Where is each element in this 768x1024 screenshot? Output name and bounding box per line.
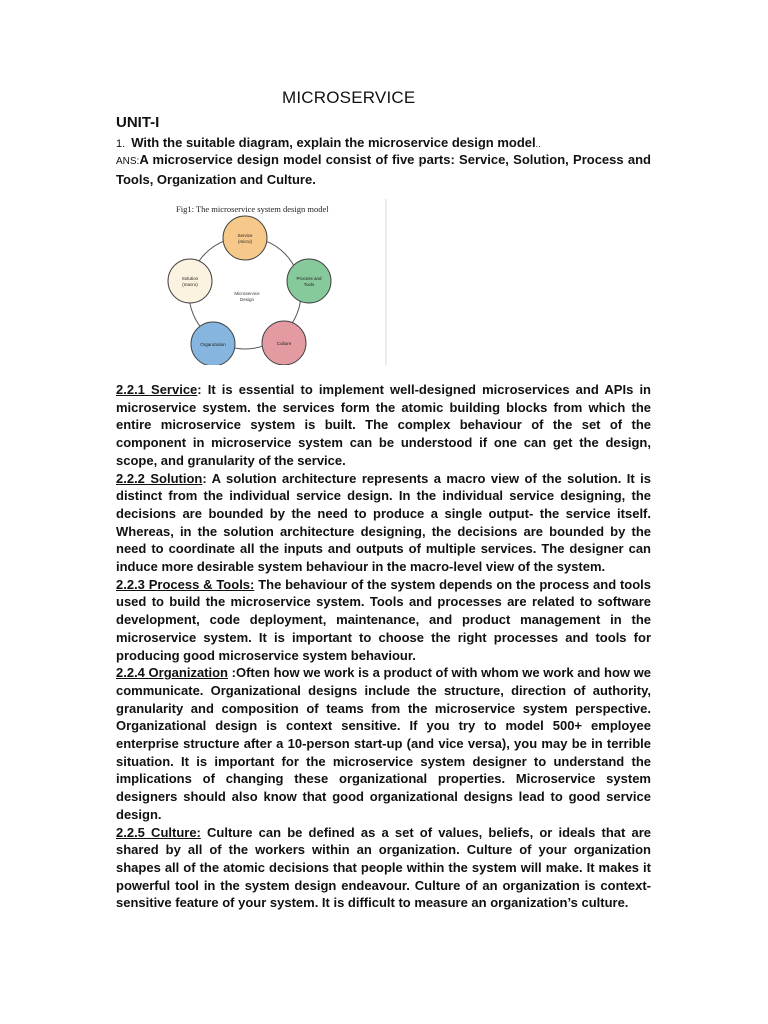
node-sublabel: (macro) [182,282,198,287]
question-number: 1. [116,138,126,150]
node-culture [262,321,306,365]
node-process-tools [287,259,331,303]
section-culture [116,824,651,913]
section-text: The behaviour of the system depends on the process and tools used to build the microservice system. Tools and processes are related to software development, code deployment, maintenance, and product management in the microservice system. It is important to choose the right processes and tools for producing good microservice system behaviour. [116,576,652,663]
node-solution [168,259,212,303]
question-trail: .. [535,139,541,149]
section-solution [116,470,651,576]
section-heading: 2.2.3 Process & Tools: [116,576,255,592]
unit-heading: UNIT-I [116,114,160,131]
section-heading: 2.2.2 Solution [116,470,203,486]
section-list [116,381,651,912]
node-circle [223,216,267,260]
center-label-line1: Microservice [234,291,260,296]
page-title: MICROSERVICE [282,88,416,107]
node-label: Solution [181,276,199,281]
node-sublabel: Tools [303,282,315,287]
section-text: :Often how we work is a product of with whom we work and how we communicate. Organizational designs include the structure, direction of authority, granularity and composition of teams from the microservice system perspective. Organizational design is context sensitive. If you try to model 500+ employee enterprise structure after a 10-person start-up (and vice versa), you may be in terrible situation. It is important for the microservice system designer to understand the implications of changing these organizational properties. Microservice system designers should also know that good organizational designs lead to good service design. [116,665,651,822]
section-service [116,381,651,470]
section-text: Culture can be defined as a set of values, beliefs, or ideals that are shared by all of the workers within an organization. Culture of your organization shapes all of the atomic decisions that people within the system will make. It makes it powerful tool in the system design endeavour. Culture of an organization is context-sensitive feature of your system. It is difficult to measure an organization’s culture. [116,824,651,911]
node-label: Service [237,233,253,238]
node-sublabel: (micro) [238,239,252,244]
question [116,135,541,150]
figure-caption: Fig1: The microservice system design model [176,204,329,214]
section-text: It is essential to implement well-designed microservices and APIs in microservice system. the services form the atomic building blocks from which the entire microservice system is built. The complex behaviour of the set of the component in microservice system can be understood if one can get the design, scope, and granularity of the service. [116,382,651,468]
center-label-line2: Design [239,297,255,302]
node-organization [191,322,235,365]
node-label: Culture [276,341,292,346]
node-circle [168,259,212,303]
section-heading: 2.2.1 Service [116,382,198,397]
node-label: Process and [296,276,322,281]
answer [116,151,651,189]
answer-label: ANS: [116,156,140,167]
design-model-figure [116,199,388,365]
section-heading: 2.2.5 Culture: [116,824,201,840]
node-circle [287,259,331,303]
node-service [223,216,267,260]
section-process-tools [116,576,651,665]
node-label: Organization [200,342,226,347]
section-organization [116,664,651,823]
section-separator: : [202,470,207,486]
section-separator: : [197,382,202,397]
question-text: With the suitable diagram, explain the microservice design model [131,135,536,150]
answer-text: A microservice design model consist of five parts: Service, Solution, Process and Tools, Organization and Culture. [116,152,651,187]
section-text: A solution architecture represents a macro view of the solution. It is distinct from the individual service design. In the individual service designing, the decisions are bounded by the need to produce a single output- the service itself. Whereas, in the solution architecture designing, the decisions are bounded by the need to coordinate all the inputs and outputs of multiple services. The designer can induce more desirable system behaviour in the macro-level view of the system. [116,470,651,575]
section-heading: 2.2.4 Organization [116,665,229,681]
